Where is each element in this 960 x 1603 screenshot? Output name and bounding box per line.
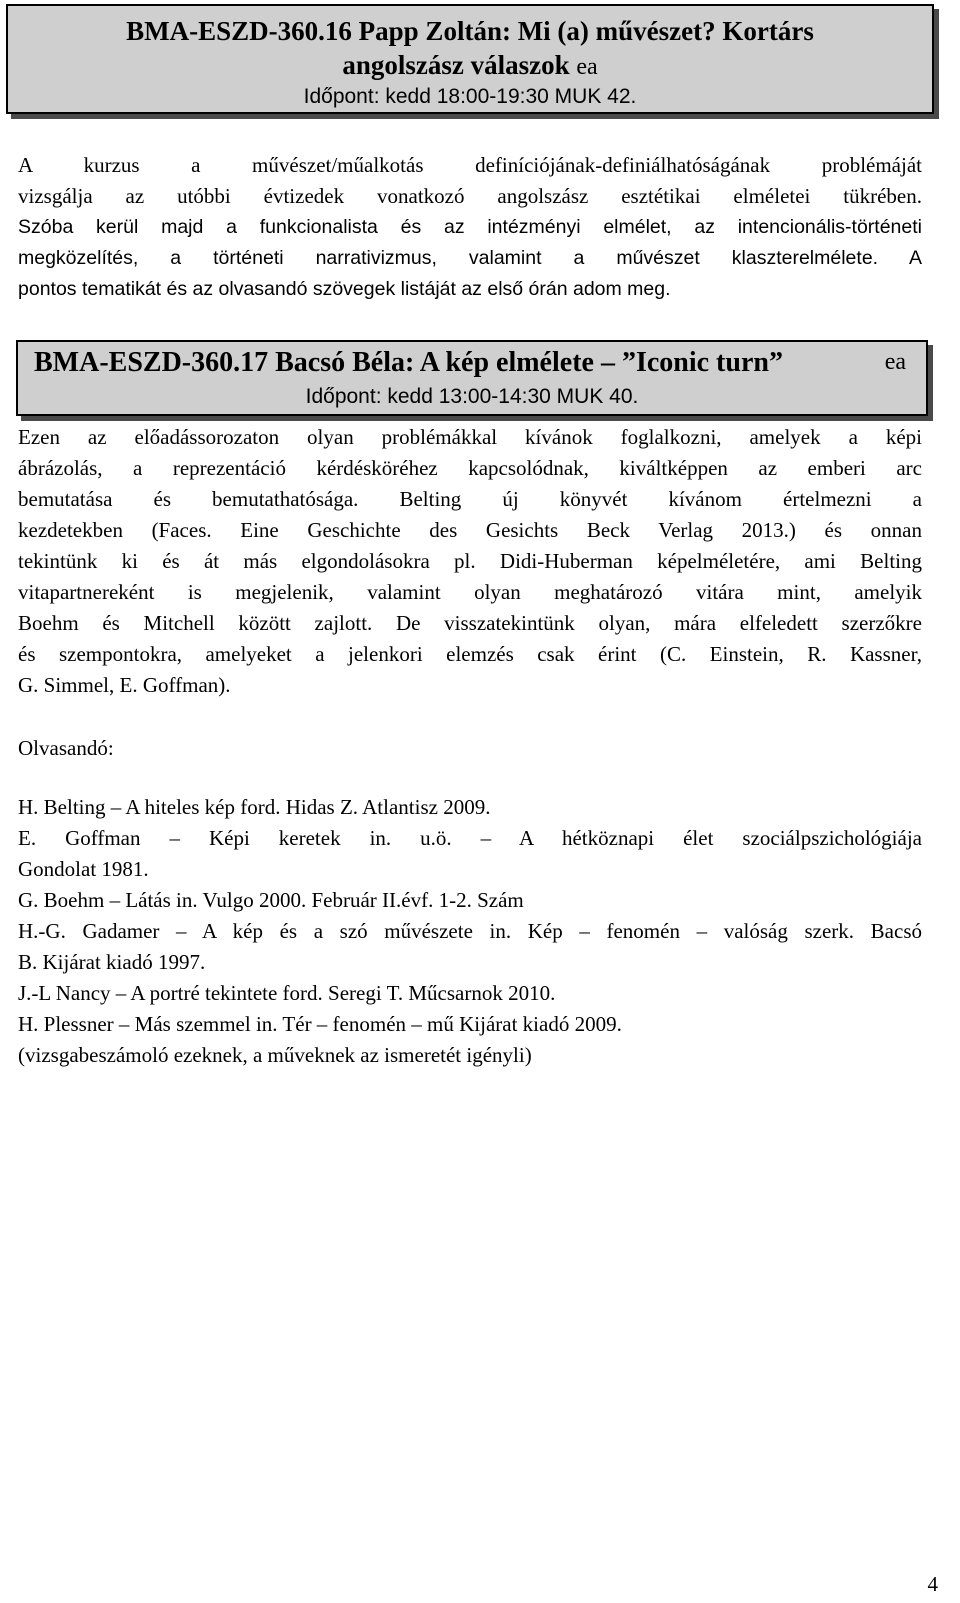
reading-item: H. Belting – A hiteles kép ford. Hidas Z. Atlantisz 2009.	[18, 795, 491, 819]
course-header-box-1	[6, 4, 934, 114]
reading-item: J.-L Nancy – A portré tekintete ford. Seregi T. Műcsarnok 2010.	[18, 981, 556, 1005]
reading-list	[18, 792, 922, 1071]
description-line: kezdetekben (Faces. Eine Geschichte des Gesichts Beck Verlag 2013.) és onnan	[18, 518, 922, 542]
description-line: tekintünk ki és át más elgondolásokra pl. Didi-Huberman képelméletére, ami Belting	[18, 549, 922, 573]
course-type: ea	[884, 349, 906, 375]
course-title-line-1: BMA-ESZD-360.16 Papp Zoltán: Mi (a) művészet? Kortárs	[126, 16, 814, 46]
course-title: BMA-ESZD-360.17 Bacsó Béla: A kép elmélete – ”Iconic turn”	[34, 347, 783, 378]
course-description-2	[18, 422, 922, 701]
course-time: Időpont: kedd 13:00-14:30 MUK 40.	[305, 385, 639, 408]
description-line: megközelítés, a történeti narrativizmus, valamint a művészet klaszterelmélete. A	[18, 247, 922, 269]
description-line: Ezen az előadássorozaton olyan problémákkal kívánok foglalkozni, amelyek a képi	[18, 425, 922, 449]
description-line: ábrázolás, a reprezentáció kérdésköréhez kapcsolódnak, kiváltképpen az emberi arc	[18, 456, 922, 480]
course-type: ea	[576, 54, 598, 80]
reading-item: H. Plessner – Más szemmel in. Tér – fenomén – mű Kijárat kiadó 2009.	[18, 1012, 622, 1036]
description-line: vizsgálja az utóbbi évtizedek vonatkozó angolszász esztétikai elméletei tükrében.	[18, 184, 922, 208]
course-header-box-2	[16, 340, 928, 416]
reading-item: B. Kijárat kiadó 1997.	[18, 950, 206, 974]
page-number: 4	[927, 1572, 938, 1596]
description-line: pontos tematikát és az olvasandó szövegek listáját az első órán adom meg.	[18, 278, 671, 300]
description-line: bemutatása és bemutathatósága. Belting új könyvét kívánom értelmezni a	[18, 487, 922, 511]
course-description-1	[18, 150, 922, 305]
course-title-subtitle: angolszász válaszok	[342, 50, 570, 80]
reading-list-heading: Olvasandó:	[18, 736, 114, 760]
course-title-row	[18, 342, 926, 382]
reading-item: Gondolat 1981.	[18, 857, 149, 881]
description-line: és szempontokra, amelyeket a jelenkori elemzés csak érint (C. Einstein, R. Kassner,	[18, 642, 922, 666]
description-line: G. Simmel, E. Goffman).	[18, 673, 231, 697]
description-line: A kurzus a művészet/műalkotás definíciójának-definiálhatóságának problémáját	[18, 153, 922, 177]
description-line: Szóba kerül majd a funkcionalista és az intézményi elmélet, az intencionális-történeti	[18, 216, 922, 238]
reading-item: (vizsgabeszámoló ezeknek, a műveknek az ismeretét igényli)	[18, 1043, 532, 1067]
course-title-line-2	[8, 48, 932, 84]
reading-item: G. Boehm – Látás in. Vulgo 2000. Február II.évf. 1-2. Szám	[18, 888, 524, 912]
course-time: Időpont: kedd 18:00-19:30 MUK 42.	[303, 85, 637, 108]
reading-item: H.-G. Gadamer – A kép és a szó művészete in. Kép – fenomén – valóság szerk. Bacsó	[18, 919, 922, 943]
description-line: Boehm és Mitchell között zajlott. De visszatekintünk olyan, mára elfeledett szerzőkre	[18, 611, 922, 635]
reading-item: E. Goffman – Képi keretek in. u.ö. – A hétköznapi élet szociálpszichológiája	[18, 826, 922, 850]
description-line: vitapartnereként is megjelenik, valamint olyan meghatározó vitára mint, amelyik	[18, 580, 922, 604]
